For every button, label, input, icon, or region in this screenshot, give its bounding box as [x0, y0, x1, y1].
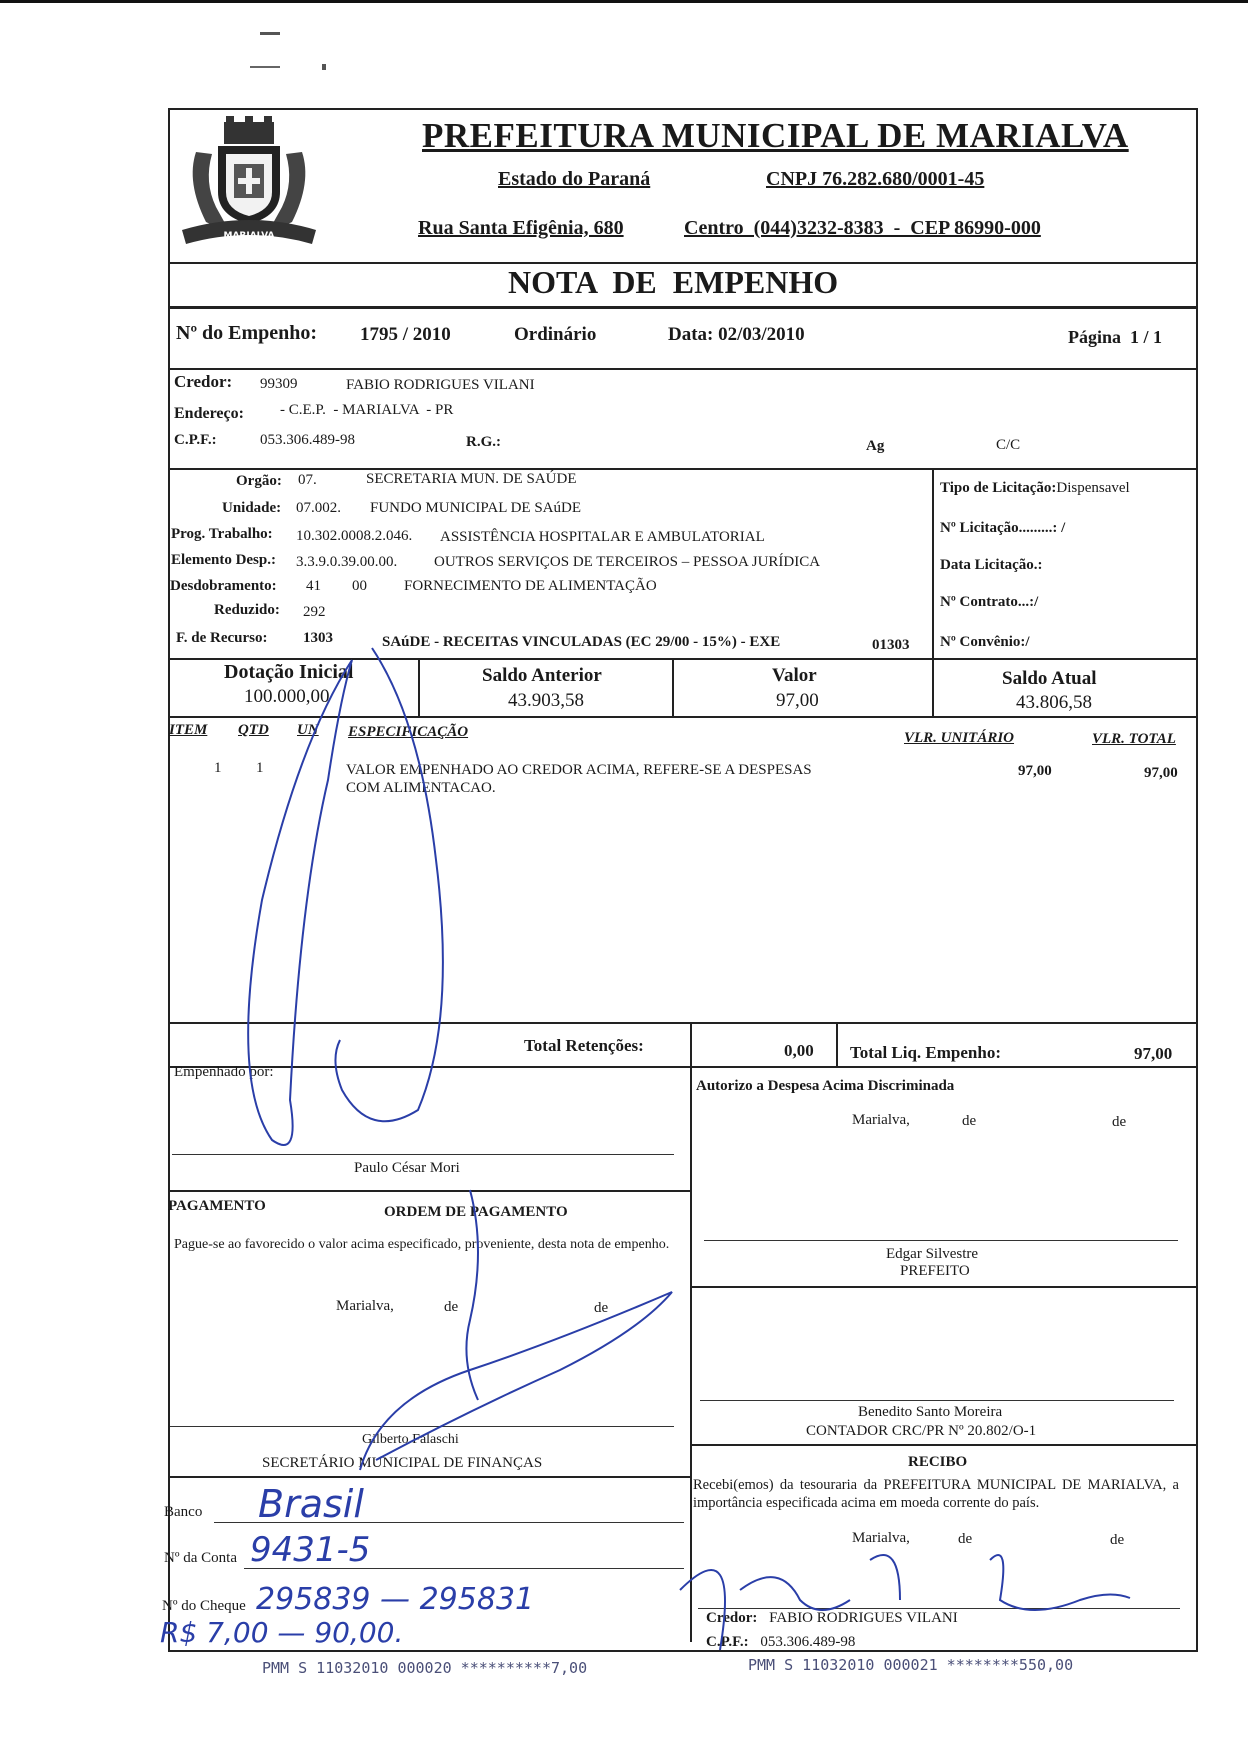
desdobramento-label: Desdobramento: — [170, 578, 277, 594]
prog-code: 10.302.0008.2.046. — [296, 528, 413, 544]
licitacao-number: Nº Licitação.........: / — [940, 520, 1066, 536]
pagamento-label: PAGAMENTO — [168, 1198, 266, 1214]
prefeito-name: Edgar Silvestre — [886, 1246, 979, 1262]
financas-signer: Gilberto Falaschi — [362, 1432, 459, 1447]
recibo-de1: de — [958, 1531, 973, 1547]
signature-line — [172, 1154, 674, 1155]
pagamento-de2: de — [594, 1300, 609, 1316]
autorizo-label: Autorizo a Despesa Acima Discriminada — [696, 1078, 955, 1094]
credor-label: Credor: — [174, 372, 233, 391]
total-liq-label: Total Liq. Empenho: — [850, 1043, 1001, 1062]
col-header-un: UN — [297, 722, 319, 738]
pagamento-place: Marialva, — [336, 1298, 394, 1314]
signature-line — [704, 1240, 1178, 1241]
reduzido-value: 292 — [303, 604, 326, 620]
unidade-code: 07.002. — [296, 500, 341, 516]
contrato-number: Nº Contrato...:/ — [940, 594, 1039, 610]
recibo-cpf — [706, 1634, 855, 1651]
scan-specks — [230, 26, 310, 76]
divider — [690, 1022, 692, 1642]
licitacao-tipo — [940, 480, 1130, 497]
empenhado-signer: Paulo César Mori — [354, 1160, 460, 1176]
empenhado-label: Empenhado por: — [174, 1064, 274, 1080]
stamp-left: PMM S 11032010 000020 **********7,00 — [262, 1659, 588, 1677]
endereco-label: Endereço: — [174, 405, 244, 422]
recurso-label: F. de Recurso: — [176, 630, 268, 646]
licitacao-date: Data Licitação.: — [940, 557, 1043, 573]
divider — [932, 658, 934, 718]
orgao-label: Orgão: — [236, 473, 282, 489]
recibo-credor-name: FABIO RODRIGUES VILANI — [769, 1610, 958, 1626]
saldo-atual-value: 43.806,58 — [1016, 692, 1092, 713]
recibo-place: Marialva, — [852, 1530, 910, 1546]
recibo-credor — [706, 1610, 958, 1627]
row-spec-line1: VALOR EMPENHADO AO CREDOR ACIMA, REFERE-SE A DESPESAS — [346, 762, 812, 778]
saldo-anterior-value: 43.903,58 — [508, 690, 584, 711]
endereco-value: - C.E.P. - MARIALVA - PR — [280, 402, 454, 418]
cheque-value: 295839 — 295831 — [256, 1582, 535, 1617]
desdobramento-code2: 00 — [352, 578, 367, 594]
signature-line — [170, 1426, 674, 1427]
pagamento-de1: de — [444, 1299, 459, 1315]
elemento-label: Elemento Desp.: — [171, 552, 276, 568]
valor-label: Valor — [772, 665, 817, 686]
rg-label: R.G.: — [466, 434, 501, 450]
banco-label: Banco — [164, 1504, 203, 1520]
col-header-qtd: QTD — [238, 722, 269, 738]
cc-label: C/C — [996, 437, 1021, 453]
conta-label: Nº da Conta — [164, 1550, 237, 1566]
conta-value: 9431-5 — [250, 1530, 371, 1570]
total-retencoes-value: 0,00 — [784, 1041, 814, 1060]
unidade-label: Unidade: — [222, 500, 282, 516]
financas-role: SECRETÁRIO MUNICIPAL DE FINANÇAS — [262, 1455, 543, 1471]
divider — [168, 468, 1196, 470]
recibo-cpf-value: 053.306.489-98 — [760, 1634, 856, 1650]
row-item: 1 — [214, 760, 222, 776]
divider — [168, 1476, 690, 1478]
row-spec-line2: COM ALIMENTACAO. — [346, 780, 496, 796]
licitacao-tipo-value: Dispensavel — [1056, 480, 1130, 496]
unidade-desc: FUNDO MUNICIPAL DE SAúDE — [370, 500, 581, 516]
divider — [690, 1444, 1196, 1446]
divider — [672, 658, 674, 716]
saldo-atual-label: Saldo Atual — [1002, 668, 1097, 689]
empenho-date: Data: 02/03/2010 — [668, 324, 805, 345]
prefeito-role: PREFEITO — [900, 1263, 970, 1279]
convenio-number: Nº Convênio:/ — [940, 634, 1030, 650]
reduzido-label: Reduzido: — [214, 602, 280, 618]
cheque-label: Nº do Cheque — [162, 1598, 246, 1614]
recibo-cpf-label: C.P.F.: — [706, 1634, 749, 1650]
desdobramento-code: 41 — [306, 578, 321, 594]
recibo-credor-label: Credor: — [706, 1610, 758, 1626]
licitacao-tipo-label: Tipo de Licitação: — [940, 480, 1057, 496]
page-number: Página 1 / 1 — [1068, 327, 1163, 347]
prog-label: Prog. Trabalho: — [171, 526, 273, 542]
col-header-vlr-unitario: VLR. UNITÁRIO — [904, 730, 1015, 746]
credor-code: 99309 — [260, 376, 298, 392]
cpf-value: 053.306.489-98 — [260, 432, 355, 448]
elemento-desc: OUTROS SERVIÇOS DE TERCEIROS – PESSOA JURÍDICA — [434, 554, 821, 570]
orgao-desc: SECRETARIA MUN. DE SAÚDE — [366, 471, 577, 487]
svg-text:MARIALVA: MARIALVA — [223, 231, 275, 241]
divider — [168, 306, 1196, 309]
signature-line — [698, 1608, 1180, 1609]
total-retencoes-label: Total Retenções: — [524, 1036, 644, 1055]
contador-name: Benedito Santo Moreira — [858, 1404, 1003, 1420]
divider — [932, 468, 934, 658]
autorizo-place: Marialva, — [852, 1112, 910, 1128]
recibo-label: RECIBO — [908, 1454, 968, 1470]
table-row — [168, 756, 1194, 816]
recurso-code: 1303 — [303, 630, 333, 646]
scan-edge — [0, 0, 1248, 3]
empenho-type: Ordinário — [514, 324, 597, 345]
divider — [690, 1286, 1196, 1288]
credor-name: FABIO RODRIGUES VILANI — [346, 377, 535, 393]
banco-value: Brasil — [258, 1482, 364, 1526]
recibo-text: Recebi(emos) da tesouraria da PREFEITURA MUNICIPAL DE MARIALVA, a importância especificada acima em moeda corrente do país. — [693, 1477, 1179, 1511]
contador-role: CONTADOR CRC/PR Nº 20.802/O-1 — [806, 1423, 1037, 1439]
pagamento-text: Pague-se ao favorecido o valor acima especificado, proveniente, desta nota de empenho. — [174, 1237, 670, 1252]
empenho-number: 1795 / 2010 — [360, 324, 451, 345]
dotacao-inicial-value: 100.000,00 — [244, 686, 330, 707]
autorizo-de1: de — [962, 1113, 977, 1129]
total-liq-value: 97,00 — [1134, 1044, 1173, 1063]
address-rest: Centro (044)3232-8383 - CEP 86990-000 — [684, 217, 1041, 239]
prog-desc: ASSISTÊNCIA HOSPITALAR E AMBULATORIAL — [440, 529, 765, 545]
row-unit-value: 97,00 — [1018, 763, 1052, 779]
divider — [168, 1190, 690, 1192]
desdobramento-desc: FORNECIMENTO DE ALIMENTAÇÃO — [404, 578, 657, 594]
col-header-especificacao: ESPECIFICAÇÃO — [348, 724, 469, 740]
state-name: Estado do Paraná — [498, 168, 651, 190]
cpf-label: C.P.F.: — [174, 432, 217, 448]
autorizo-de2: de — [1112, 1114, 1127, 1130]
recibo-de2: de — [1110, 1532, 1125, 1548]
document-title: NOTA DE EMPENHO — [508, 264, 839, 300]
signature-line — [700, 1400, 1174, 1401]
divider — [168, 716, 1196, 718]
dotacao-inicial-label: Dotação Inicial — [224, 661, 354, 683]
col-header-item: ITEM — [169, 722, 208, 738]
recurso-code2: 01303 — [872, 637, 910, 653]
address-street: Rua Santa Efigênia, 680 — [418, 217, 624, 239]
col-header-vlr-total: VLR. TOTAL — [1092, 731, 1176, 747]
elemento-code: 3.3.9.0.39.00.00. — [296, 554, 398, 570]
divider — [168, 1066, 1196, 1068]
row-qtd: 1 — [256, 760, 264, 776]
cnpj: CNPJ 76.282.680/0001-45 — [766, 168, 985, 190]
valor-value: 97,00 — [776, 690, 819, 711]
saldo-anterior-label: Saldo Anterior — [482, 665, 602, 686]
stamp-right: PMM S 11032010 000021 ********550,00 — [748, 1656, 1074, 1674]
divider — [168, 1022, 1196, 1024]
ordem-pagamento-label: ORDEM DE PAGAMENTO — [384, 1204, 568, 1220]
ag-label: Ag — [866, 438, 885, 454]
municipal-crest — [176, 112, 322, 250]
divider — [168, 658, 1196, 660]
recurso-desc: SAúDE - RECEITAS VINCULADAS (EC 29/00 - 15%) - EXE — [382, 634, 781, 650]
empenho-number-label: Nº do Empenho: — [176, 322, 318, 344]
orgao-code: 07. — [298, 472, 317, 488]
divider — [418, 658, 420, 716]
municipality-title: PREFEITURA MUNICIPAL DE MARIALVA — [422, 116, 1129, 155]
divider — [168, 368, 1196, 370]
row-total-value: 97,00 — [1144, 765, 1178, 781]
divider — [836, 1022, 838, 1066]
cheque-amounts: R$ 7,00 — 90,00. — [160, 1616, 404, 1649]
